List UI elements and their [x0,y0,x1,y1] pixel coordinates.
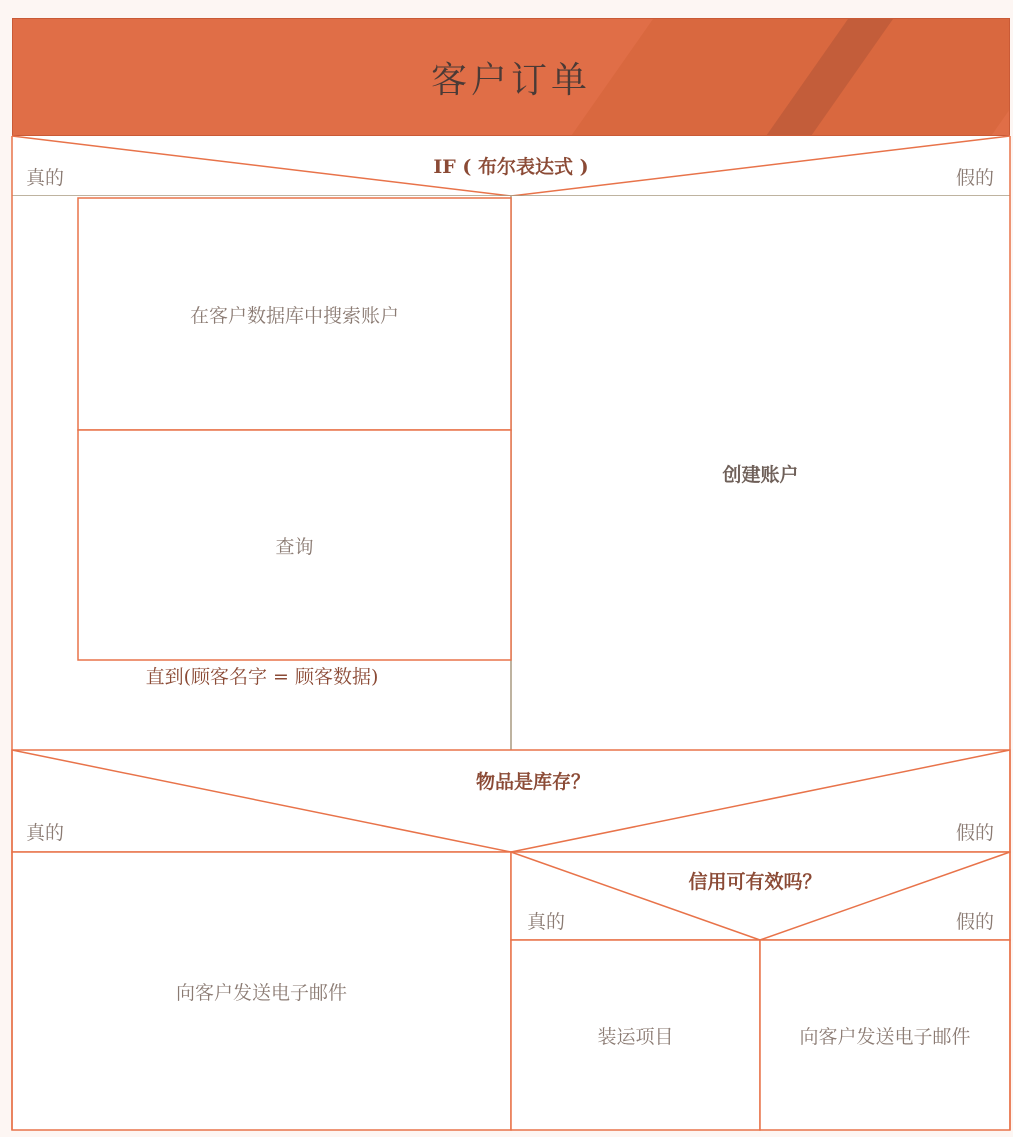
credit-false-label: 假的 [956,911,995,933]
ship-item-action: 装运项目 [597,1025,674,1048]
if-condition-label: IF ( 布尔表达式 ) [433,156,589,178]
loop-step-query: 查询 [275,535,314,558]
credit-true-label: 真的 [527,911,566,933]
if-true-label: 真的 [26,167,65,189]
loop-until-condition: 直到(顾客名字 = 顾客数据) [145,666,379,688]
title-bar [12,18,1010,136]
send-email-action: 向客户发送电子邮件 [175,981,347,1004]
loop-step-search: 在客户数据库中搜索账户 [189,304,399,327]
credit-condition-label: 信用可有效吗？ [688,871,822,893]
stock-false-label: 假的 [956,822,995,844]
stock-true-label: 真的 [26,822,65,844]
stock-condition-label: 物品是库存？ [475,771,591,793]
create-account-action: 创建账户 [722,463,799,486]
if-false-label: 假的 [956,167,995,189]
diagram-title: 客户订单 [430,59,591,101]
send-email-credit-action: 向客户发送电子邮件 [799,1025,971,1048]
